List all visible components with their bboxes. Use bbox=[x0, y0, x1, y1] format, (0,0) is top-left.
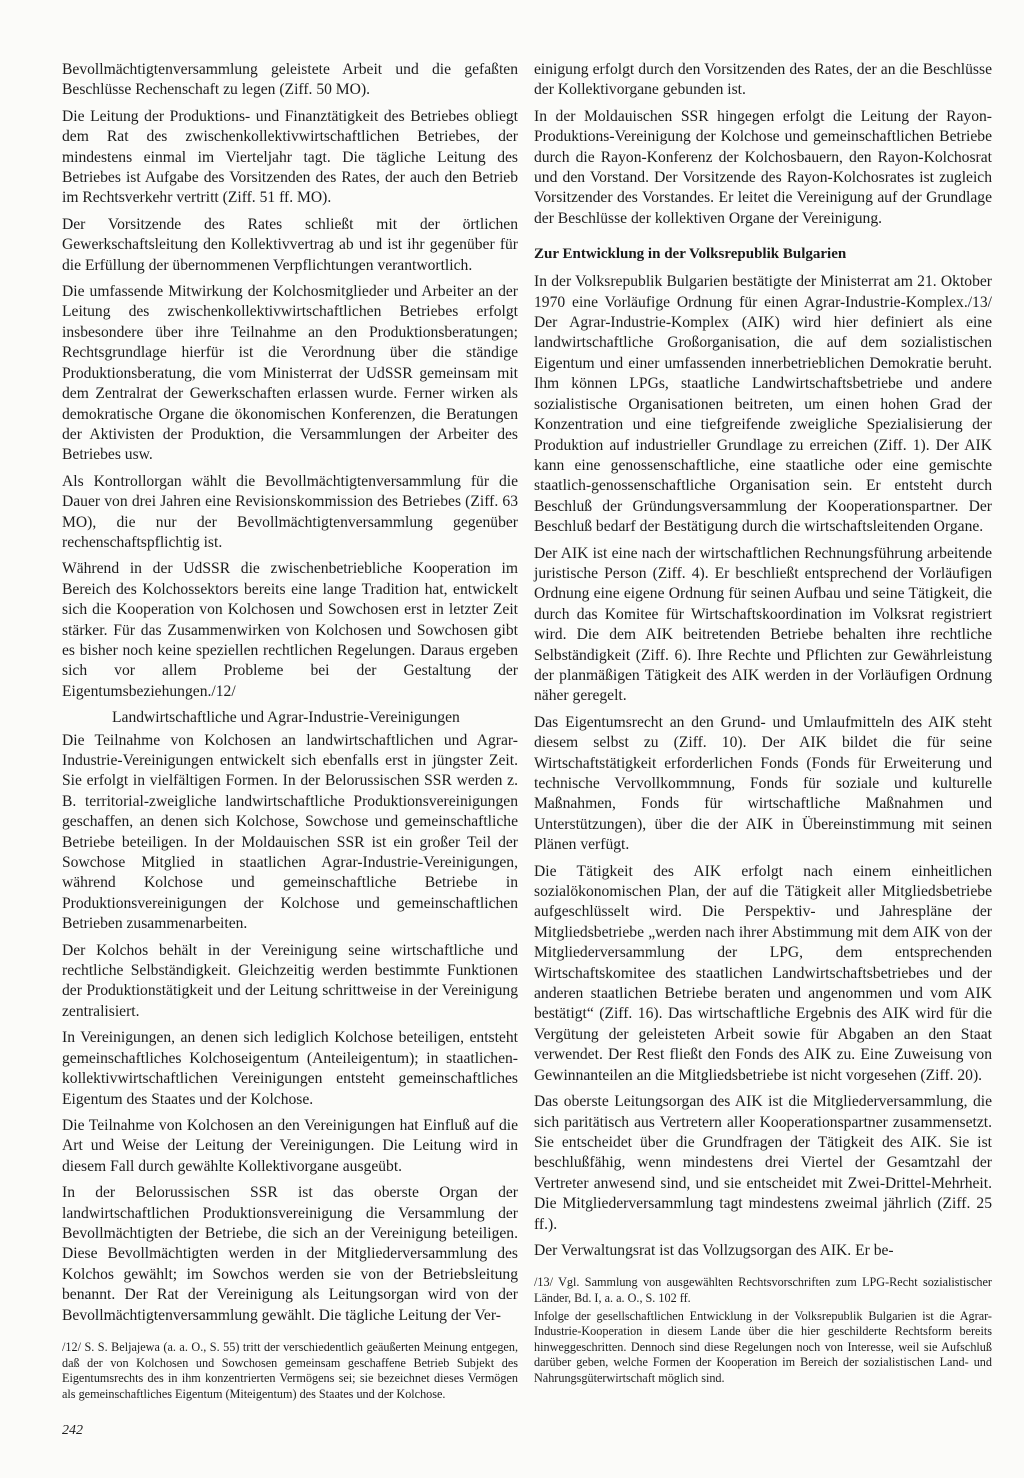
right-paragraphs-a bbox=[534, 60, 992, 229]
paragraph: Die Teilnahme von Kolchosen an landwirtschaftlichen und Agrar-Industrie-Vereinigungen entwickelt sich ebenfalls erst in jüngster Zeit. Sie erfolgt in vielfältigen Formen. In der Belorussischen SSR werden z. B. territorial-zweigliche landwirtschaftliche Produktionsvereinigungen geschaffen, an denen sich Kolchose, Sowchose und gemeinschaftliche Betriebe beteiligen. In der Moldauischen SSR ist ein großer Teil der Sowchose Mitglied in staatlichen Agrar-Industrie-Vereinigungen, während Kolchose und gemeinschaftliche Betriebe in Produktionsvereinigungen der Kolchose und gemeinschaftlichen Betrieben zusammenarbeiten. bbox=[62, 731, 518, 933]
paragraph: Die Tätigkeit des AIK erfolgt nach einem einheitlichen sozialökonomischen Plan, der auf die Tätigkeit aller Mitgliedsbetriebe aufgeschlüsselt wird. Die Perspektiv- und Jahrespläne der Mitgliedsbetriebe „werden nach ihrer Abstimmung mit dem AIK von der Mitgliederversammlung der LPG, dem entsprechenden Wirtschaftskomitee des staatlichen Landwirtschaftsbetriebes und der anderen staatlichen Betriebe beraten und angenommen und vom AIK bestätigt“ (Ziff. 16). Das wirtschaftliche Ergebnis des AIK wird für die Vergütung der geleisteten Arbeit sowie für Abgaben an den Staat verwendet. Der Rest fließt den Fonds des AIK zu. Eine Zuweisung von Gewinnanteilen an die Mitgliedsbetriebe ist nicht vorgesehen (Ziff. 20). bbox=[534, 862, 992, 1084]
paragraph: Während in der UdSSR die zwischenbetriebliche Kooperation im Bereich des Kolchossektors bereits eine lange Tradition hat, entwickelt sich die Kooperation von Kolchosen und Sowchosen erst in letzter Zeit stärker. Für das Zusammenwirken von Kolchosen und Sowchosen gibt es bisher noch keine speziellen rechtlichen Regelungen. Daraus ergeben sich vor allem Probleme bei der Gestaltung der Eigentumsbeziehungen./12/ bbox=[62, 560, 518, 700]
left-paragraphs-b bbox=[62, 731, 518, 1326]
paragraph: In der Volksrepublik Bulgarien bestätigte der Ministerrat am 21. Oktober 1970 eine Vorläufige Ordnung für einen Agrar-Industrie-Komplex./13/ Der Agrar-Industrie-Komplex (AIK) wird hier definiert als eine landwirtschaftliche Großorganisation, die auf dem sozialistischen Eigentum und einer umfassenden innerbetrieblichen Demokratie beruht. Ihm können LPGs, staatliche Landwirtschaftsbetriebe und andere sozialistische Organisationen beitreten, um einen hohen Grad der Konzentration und eine tiefgreifende zweigliche Spezialisierung der Produktion auf industrieller Grundlage zu erreichen (Ziff. 1). Der AIK kann eine genossenschaftliche, eine staatliche oder eine gemischte staatlich-genossenschaftliche Organisation sein. Er entsteht durch Beschluß der Gründungsversammlung der Kooperationspartner. Der Beschluß bedarf der Bestätigung durch die wirtschaftsleitenden Organe. bbox=[534, 273, 992, 536]
footnote: /13/ Vgl. Sammlung von ausgewählten Rechtsvorschriften zum LPG-Recht sozialistischer Länder, Bd. I, a. a. O., S. 102 ff. bbox=[534, 1275, 992, 1305]
left-footnotes bbox=[62, 1340, 518, 1402]
right-paragraphs-b bbox=[534, 272, 992, 1261]
right-column bbox=[534, 60, 992, 1389]
paragraph: Die Teilnahme von Kolchosen an den Vereinigungen hat Einfluß auf die Art und Weise der Leitung der Vereinigungen. Die Leitung wird in diesem Fall durch gewählte Kollektivorgane ausgeübt. bbox=[62, 1116, 518, 1175]
paragraph: Die umfassende Mitwirkung der Kolchosmitglieder und Arbeiter an der Leitung des zwischenkollektivwirtschaftlichen Betriebes erfolgt insbesondere über ihre Teilnahme an den Produktionsberatungen; Rechtsgrundlage hierfür ist die Verordnung über die ständige Produktionsberatung, die vom Ministerrat der UdSSR gemeinsam mit dem Zentralrat der Gewerkschaften erlassen wurde. Ferner wirken als demokratische Organe die ökonomischen Konferenzen, die Beratungen der Aktivisten der Produktion, die Versammlungen der Arbeiter des Betriebes usw. bbox=[62, 283, 518, 464]
paragraph: Das Eigentumsrecht an den Grund- und Umlaufmitteln des AIK steht diesem selbst zu (Ziff. 10). Der AIK bildet die für seine Wirtschaftstätigkeit erforderlichen Fonds (Fonds für Erweiterung und technische Vervollkommnung, Fonds für soziale und kulturelle Maßnahmen, Fonds für wirtschaftliche Maßnahmen und Unterstützungen), über die der AIK in Übereinstimmung mit seinen Plänen verfügt. bbox=[534, 713, 992, 854]
paragraph: Der Kolchos behält in der Vereinigung seine wirtschaftliche und rechtliche Selbständigkeit. Gleichzeitig werden bestimmte Funktionen der Produktionstätigkeit und der Leitung schrittweise in der Vereinigung zentralisiert. bbox=[62, 941, 518, 1020]
paragraph: Der Verwaltungsrat ist das Vollzugsorgan des AIK. Er be- bbox=[534, 1241, 894, 1259]
section-heading: Zur Entwicklung in der Volksrepublik Bulgarien bbox=[534, 246, 847, 263]
paragraph: Das oberste Leitungsorgan des AIK ist die Mitgliederversammlung, die sich paritätisch aus Vertretern aller Kooperationspartner zusammensetzt. Sie entscheidet über die Grundfragen der Tätigkeit des AIK. Sie ist beschlußfähig, wenn mindestens drei Viertel der Gesamtzahl der Vertreter anwesend sind, und sie entscheidet mit Zwei-Drittel-Mehrheit. Die Mitgliederversammlung tagt mindestens zweimal jährlich (Ziff. 25 ff.). bbox=[534, 1093, 992, 1233]
paragraph: einigung erfolgt durch den Vorsitzenden des Rates, der an die Beschlüsse der Kollektivorgane gebunden ist. bbox=[534, 61, 992, 99]
paragraph: Als Kontrollorgan wählt die Bevollmächtigtenversammlung für die Dauer von drei Jahren eine Revisionskommission des Betriebes (Ziff. 63 MO), die nur der Bevollmächtigtenversammlung gegenüber rechenschaftspflichtig ist. bbox=[62, 472, 518, 551]
paragraph: Der Vorsitzende des Rates schließt mit der örtlichen Gewerkschaftsleitung den Kollektivvertrag ab und ist ihr gegenüber für die Erfüllung der übernommenen Verpflichtungen verantwortlich. bbox=[62, 215, 518, 274]
paragraph: In der Belorussischen SSR ist das oberste Organ der landwirtschaftlichen Produktionsvereinigung die Versammlung der Bevollmächtigten der Betriebe, die sich an der Vereinigung beteiligen. Diese Bevollmächtigten werden in der Mitgliederversammlung des Kolchos gewählt; im Sowchos werden sie von der Betriebsleitung benannt. Der Rat der Vereinigung als Leitungsorgan wird von der Bevollmächtigtenversammlung gewählt. Die tägliche Leitung der Ver- bbox=[62, 1184, 518, 1324]
paragraph: Der AIK ist eine nach der wirtschaftlichen Rechnungsführung arbeitende juristische Person (Ziff. 4). Er beschließt entsprechend der Vorläufigen Ordnung eine eigene Ordnung für seinen Aufbau und seine Tätigkeit, die durch das Komitee für Wirtschaftskoordination im Volksrat registriert wird. Die dem AIK beitretenden Betriebe behalten ihre rechtliche Selbständigkeit (Ziff. 6). Ihre Rechte und Pflichten zur Gewährleistung der planmäßigen Tätigkeit des AIK werden in der Vorläufigen Ordnung näher geregelt. bbox=[534, 544, 992, 705]
page-number: 242 bbox=[62, 1423, 83, 1438]
paragraph: In der Moldauischen SSR hingegen erfolgt die Leitung der Rayon-Produktions-Vereinigung der Kolchose und gemeinschaftlichen Betriebe durch die Rayon-Konferenz der Kolchosbauern, den Rayon-Kolchosrat und den Vorstand. Der Vorsitzende des Rayon-Kolchosrates ist zugleich Vorsitzender des Vorstandes. Er leitet die Vereinigung auf der Grundlage der Beschlüsse der kollektiven Organe der Vereinigung. bbox=[534, 107, 992, 227]
paragraph: In Vereinigungen, an denen sich lediglich Kolchose beteiligen, entsteht gemeinschaftliches Kolchoseigentum (Anteileigentum); in staatlichen-kollektivwirtschaftlichen Vereinigungen entsteht gemeinschaftliches Eigentum des Staates und der Kolchose. bbox=[62, 1029, 518, 1108]
paragraph: Bevollmächtigtenversammlung geleistete Arbeit und die gefaßten Beschlüsse Rechenschaft zu legen (Ziff. 50 MO). bbox=[62, 61, 518, 99]
left-paragraphs-a bbox=[62, 60, 518, 702]
left-column bbox=[62, 60, 518, 1404]
paragraph: Die Leitung der Produktions- und Finanztätigkeit des Betriebes obliegt dem Rat des zwischenkollektivwirtschaftlichen Betriebes, der mindestens einmal im Vierteljahr tagt. Die tägliche Leitung des Betriebes ist Aufgabe des Vorsitzenden des Rates, der auch den Betrieb im Rechtsverkehr vertritt (Ziff. 51 ff. MO). bbox=[62, 107, 518, 207]
section-subheading: Landwirtschaftliche und Agrar-Industrie-Vereinigungen bbox=[112, 709, 460, 727]
footnote: /12/ S. S. Beljajewa (a. a. O., S. 55) tritt der verschiedentlich geäußerten Meinung entgegen, daß der von Kolchosen und Sowchosen gemeinsam geschaffene Betrieb Subjekt des Eigentumsrechts des in ihm konzentrierten Vermögens sei; sie bezeichnet dieses Vermögen als gemeinschaftliches Eigentum (Miteigentum) des Staates und der Kolchose. bbox=[62, 1339, 518, 1401]
footnote: Infolge der gesellschaftlichen Entwicklung in der Volksrepublik Bulgarien ist die Agrar-Industrie-Kooperation in diesem Lande über die hier geschilderte Rechtsform bereits hinweggeschritten. Dennoch sind diese Regelungen noch von Interesse, weil sie Aufschluß darüber geben, welche Formen der Kooperation im Bereich der sozialistischen Land- und Nahrungsgüterwirtschaft möglich sind. bbox=[534, 1308, 992, 1385]
right-footnotes bbox=[534, 1275, 992, 1386]
